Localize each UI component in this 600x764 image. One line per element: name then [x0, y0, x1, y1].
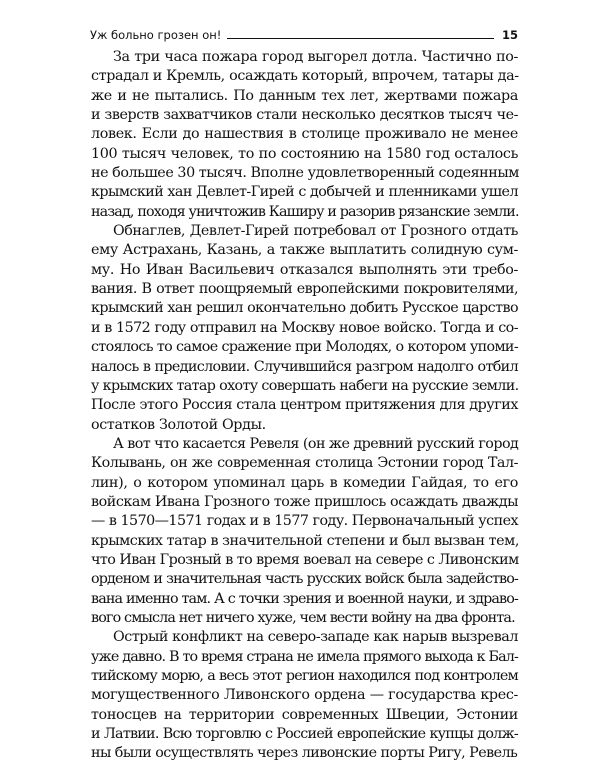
header-rule [227, 38, 494, 39]
text-line: ему Астрахань, Казань, а также выплатить солидную сум- [91, 242, 518, 259]
text-line: налось в предисловии. Случившийся разгром надолго отбил [91, 358, 518, 375]
text-line: крымских татар в значительной степени и был вызван тем, [91, 532, 519, 549]
text-line: А вот что касается Ревеля (он же древний русский город [113, 435, 519, 452]
text-line: ны были осуществлять через ливонские порты Ригу, Ревель [91, 745, 518, 762]
text-line: могущественного Ливонского ордена — государства крес- [91, 687, 518, 704]
text-line: лин), о котором упоминал царь в комедии Гайдая, то его [91, 474, 518, 491]
text-line: крымский хан решил окончательно добить Русское царство [91, 300, 518, 317]
text-line: тийскому морю, а весь этот регион находился под контролем [91, 668, 518, 684]
paragraph [91, 48, 518, 222]
text-line: войскам Ивана Грозного тоже пришлось осаждать дважды [91, 493, 518, 510]
text-line: и зверств захватчиков стали несколько десятков тысяч че- [91, 107, 518, 124]
text-line: — в 1570—1571 годах и в 1577 году. Первоначальный успех [91, 513, 518, 530]
paragraph [91, 435, 518, 628]
text-line: После этого Россия стала центром притяжения для других [91, 397, 518, 414]
text-line: страдал и Кремль, осаждать который, впрочем, татары да- [91, 68, 519, 85]
text-line: же и не пытались. По данным тех лет, жертвами пожара [91, 87, 518, 104]
page-number: 15 [501, 28, 518, 42]
text-line: у крымских татар охоту совершать набеги на русские земли. [91, 377, 519, 394]
text-line: тоносцев на территории современных Швеции, Эстонии [91, 706, 518, 723]
text-line: остатков Золотой Орды. [91, 416, 266, 433]
text-line: орденом и значительная часть русских войск была задейство- [91, 571, 518, 588]
text-line: уже давно. В то время страна не имела прямого выхода к Бал- [91, 648, 518, 665]
text-line: вого смысла нет ничего хуже, чем вести войну на два фронта. [91, 609, 515, 626]
text-line: Острый конфликт на северо-западе как нарыв вызревал [113, 629, 518, 646]
text-line: и в 1572 году отправил на Москву новое войско. Тогда и со- [91, 319, 518, 336]
text-line: ловек. Если до нашествия в столице проживало не менее [91, 126, 518, 143]
text-line: За три часа пожара город выгорел дотла. Частично по- [113, 49, 518, 65]
body-text [91, 48, 518, 764]
text-line: и Латвии. Всю торговлю с Россией европейские купцы долж- [91, 726, 518, 743]
text-line: вана именно там. А с точки зрения и военной науки, и здраво- [91, 590, 518, 607]
paragraph [91, 222, 518, 435]
running-title: Уж больно грозен он! [90, 28, 222, 42]
text-line: не большее 30 тысяч. Вполне удовлетворенный содеянным [91, 165, 519, 182]
paragraph [91, 628, 518, 763]
text-line: Колывань, он же современная столица Эстонии город Тал- [91, 455, 518, 472]
text-line: Обнаглев, Девлет-Гирей потребовал от Грозного отдать [113, 223, 518, 240]
text-line: что Иван Грозный в то время воевал на севере с Ливонским [91, 551, 519, 568]
text-line: стоялось то самое сражение при Молодях, о котором упоми- [91, 339, 518, 356]
text-line: крымский хан Девлет-Гирей с добычей и пленниками ушел [91, 184, 518, 201]
running-head [90, 26, 518, 42]
text-line: вания. В ответ поощряемый европейскими покровителями, [91, 281, 518, 298]
text-line: назад, походя уничтожив Каширу и разорив рязанские земли. [91, 203, 519, 220]
text-line: 100 тысяч человек, то по состоянию на 1580 год осталось [91, 145, 518, 162]
text-line: му. Но Иван Васильевич отказался выполнять эти требо- [91, 261, 518, 278]
